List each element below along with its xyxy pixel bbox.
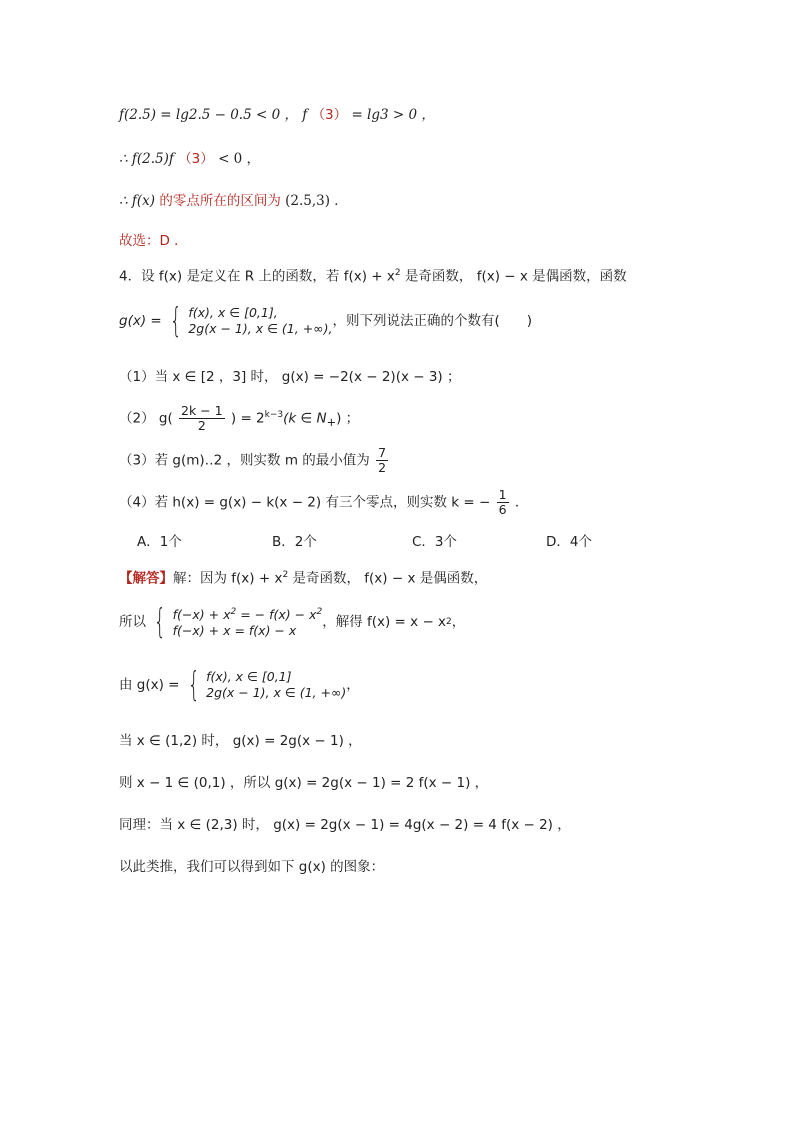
option-c: C．3个	[412, 534, 458, 550]
answer-line-6: 同理：当 x ∈ (2,3) 时， g(x) = 2g(x − 1) = 4g(x − 2) = 4 f(x − 2) ，	[119, 817, 571, 833]
solution-line-1: f(2.5) = lg2.5 − 0.5 < 0 ， f （3） = lg3 > 0 ，	[119, 107, 435, 123]
option-d: D．4个	[546, 534, 592, 550]
answer-choice-line: 故选：D ．	[119, 233, 188, 249]
solution-line-3: ∴ f(x) 的零点所在的区间为 (2.5,3) ．	[119, 193, 348, 209]
statement-2: （2） g( $\frac{2k - 1}{2}$ ) = $2^{k-3}(k$ ∈ $N_+$) ；	[119, 403, 360, 433]
answer-line-1: 【解答】解：因为 $f(x) + x^2$ 是奇函数， f(x) − x 是偶函数，	[119, 570, 488, 587]
question-stem: 4．设 f(x) 是定义在 R 上的函数，若 $f(x) + x^2$ 是奇函数， f(x) − x 是偶函数，函数	[119, 268, 627, 285]
answer-system: 所以 { $f(-x) + x^2$ = − $f(x) - x^2$ f(−x) + x = f(x) − x ，解得 f(x) = x − x 2 ，	[119, 601, 466, 642]
statement-4: （4）若 h(x) = g(x) − k(x − 2) 有三个零点，则实数 k = − $\frac{1}{6}$ ．	[119, 487, 529, 517]
fraction: $\frac{2k - 1}{2}$	[181, 403, 223, 433]
answer-line-7: 以此类推，我们可以得到如下 g(x) 的图象：	[119, 859, 385, 875]
answer-piecewise: 由 g(x) = { f(x), x ∈ [0,1] 2g(x − 1), x ∈ (1, +∞) ，	[119, 665, 360, 705]
answer-line-4: 当 x ∈ (1,2) 时， g(x) = 2g(x − 1) ，	[119, 733, 362, 749]
fraction: $\frac{1}{6}$	[498, 487, 507, 517]
left-brace-icon: {	[169, 301, 182, 341]
question-piecewise: g(x) = { f(x), x ∈ [0,1], 2g(x − 1), x ∈ (1, +∞), ，则下列说法正确的个数有( )	[119, 301, 532, 341]
solution-line-2: ∴ f(2.5)f （3） < 0 ，	[119, 151, 261, 167]
option-b: B．2个	[272, 534, 317, 550]
statement-3: （3）若 g(m)‥2 ，则实数 m 的最小值为 $\frac{7}{2}$	[119, 445, 387, 475]
left-brace-icon: {	[187, 665, 200, 705]
left-brace-icon: {	[153, 601, 166, 642]
statement-1: （1）当 x ∈ [2 ，3] 时， g(x) = −2(x − 2)(x − 3) ；	[119, 369, 461, 385]
fraction: $\frac{7}{2}$	[378, 445, 387, 475]
option-a: A．1个	[137, 534, 182, 550]
answer-line-5: 则 x − 1 ∈ (0,1) ，所以 g(x) = 2g(x − 1) = 2 f(x − 1) ，	[119, 775, 489, 791]
